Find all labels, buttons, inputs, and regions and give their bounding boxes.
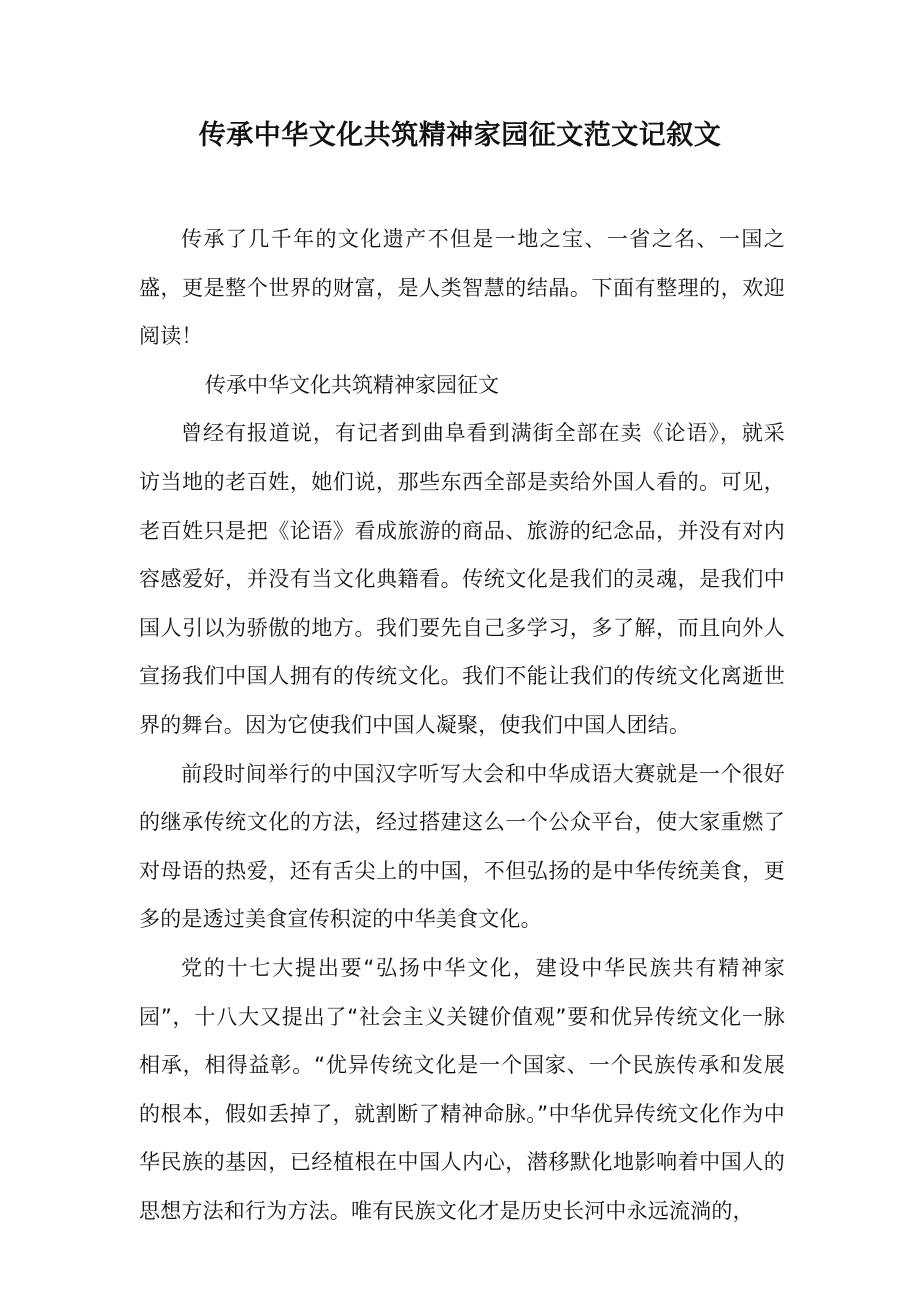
intro-paragraph: 传承了几千年的文化遗产不但是一地之宝、一省之名、一国之盛，更是整个世界的财富，是人类智慧的结晶。下面有整理的，欢迎阅读！: [139, 227, 785, 349]
document-body: [139, 215, 785, 1235]
document-title: 传承中华文化共筑精神家园征文范文记叙文: [198, 120, 722, 151]
body-paragraph-3: 党的十七大提出要“弘扬中华文化，建设中华民族共有精神家园”，十八大又提出了“社会主义关键价值观”要和优异传统文化一脉相承，相得益彰。“优异传统文化是一个国家、一个民族传承和发展的根本，假如丢掉了，就割断了精神命脉。”中华优异传统文化作为中华民族的基因，已经植根在中国人内心，潜移默化地影响着中国人的思想方法和行为方法。唯有民族文化才是历史长河中永远流淌的，: [139, 955, 785, 1223]
body-paragraph-1: 曾经有报道说，有记者到曲阜看到满街全部在卖《论语》，就采访当地的老百姓，她们说，那些东西全部是卖给外国人看的。可见，老百姓只是把《论语》看成旅游的商品、旅游的纪念品，并没有对内容感爱好，并没有当文化典籍看。传统文化是我们的灵魂，是我们中国人引以为骄傲的地方。我们要先自己多学习，多了解，而且向外人宣扬我们中国人拥有的传统文化。我们不能让我们的传统文化离逝世界的舞台。因为它使我们中国人凝聚，使我们中国人团结。: [139, 421, 785, 737]
body-paragraph-2: 前段时间举行的中国汉字听写大会和中华成语大赛就是一个很好的继承传统文化的方法，经过搭建这么一个公众平台，使大家重燃了对母语的热爱，还有舌尖上的中国，不但弘扬的是中华传统美食，更多的是透过美食宣传积淀的中华美食文化。: [139, 761, 785, 932]
section-subheading: 传承中华文化共筑精神家园征文: [205, 372, 499, 397]
